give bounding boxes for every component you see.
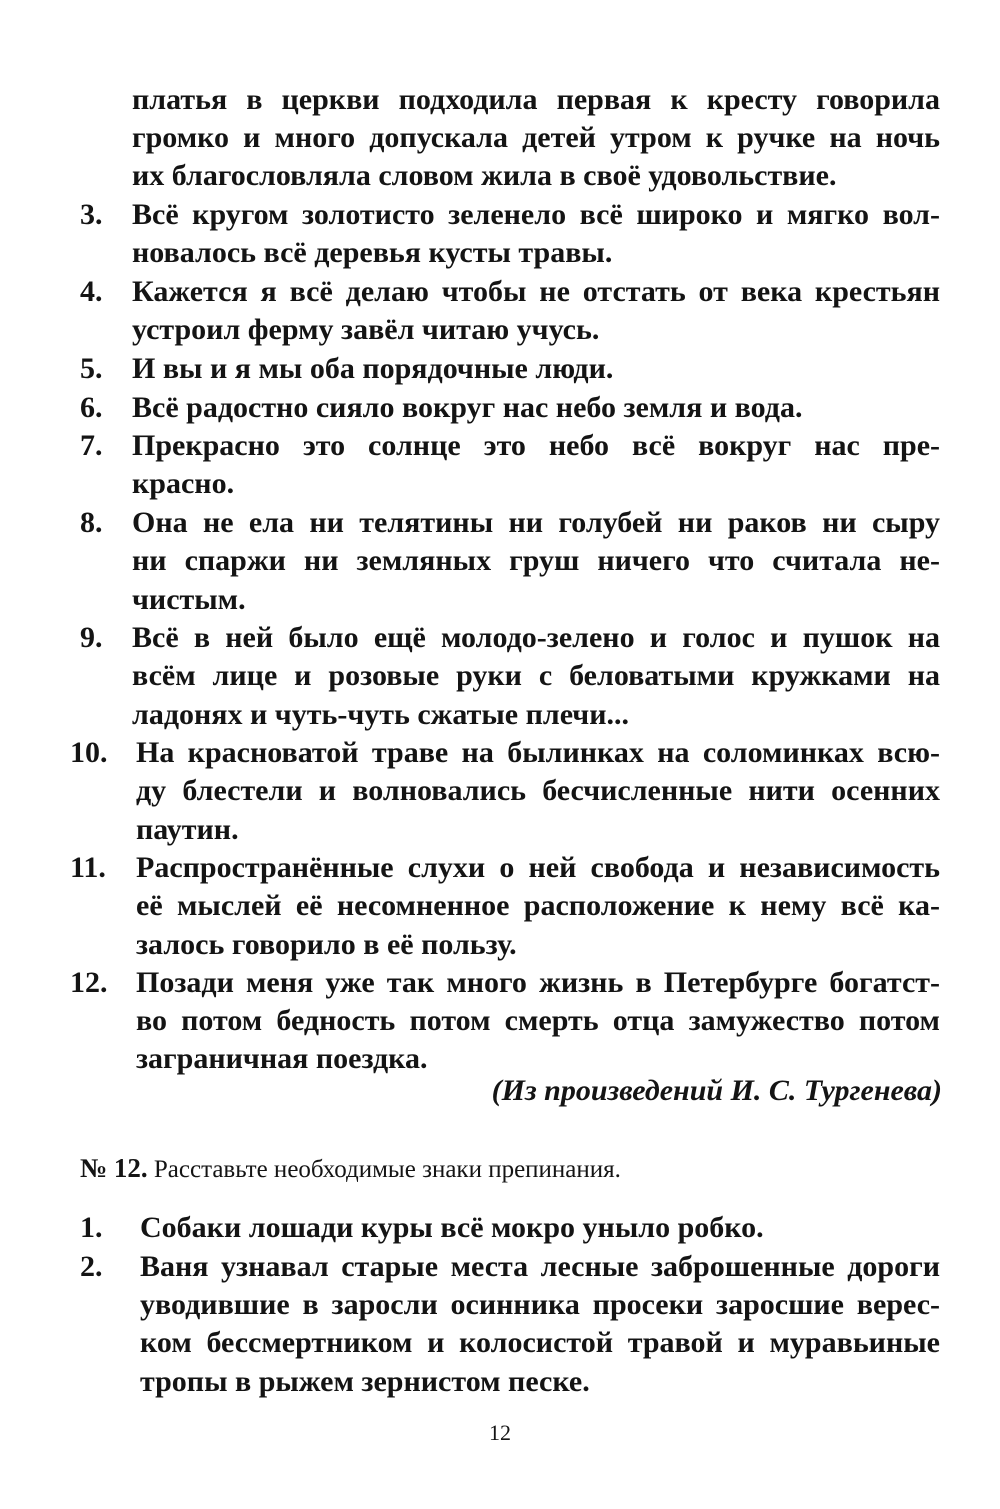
text-line: залось говорило в её пользу. bbox=[136, 928, 517, 961]
item-number: 8. bbox=[80, 506, 103, 539]
item-number: 9. bbox=[80, 621, 103, 654]
source-attribution: (Из произведений И. С. Тургенева) bbox=[491, 1074, 942, 1107]
text-line: ни спаржи ни земляных груш ничего что считала не- bbox=[132, 544, 940, 577]
task-heading bbox=[80, 1150, 621, 1188]
text-line: ладонях и чуть-чуть сжатые плечи... bbox=[132, 698, 629, 731]
text-line: чистым. bbox=[132, 583, 246, 616]
text-line: ду блестели и волновались бесчисленные нити осенних bbox=[136, 774, 940, 807]
item-number: 10. bbox=[70, 736, 108, 769]
text-line: устроил ферму завёл читаю учусь. bbox=[132, 313, 600, 346]
text-line: Ваня узнавал старые места лесные заброшенные дороги bbox=[140, 1250, 940, 1283]
text-line: новалось всё деревья кусты травы. bbox=[132, 236, 613, 269]
item-number: 5. bbox=[80, 352, 103, 385]
text-line: заграничная поездка. bbox=[136, 1042, 428, 1075]
text-line: красно. bbox=[132, 467, 235, 500]
page-number: 12 bbox=[489, 1420, 511, 1445]
text-line: Она не ела ни телятины ни голубей ни раков ни сыру bbox=[132, 506, 940, 539]
task-item-number: 1. bbox=[80, 1211, 103, 1244]
item-number: 4. bbox=[80, 275, 103, 308]
text-line: Всё в ней было ещё молодо-зелено и голос и пушок на bbox=[132, 621, 940, 654]
item-number: 3. bbox=[80, 198, 103, 231]
text-line: Всё кругом золотисто зеленело всё широко и мягко вол- bbox=[132, 198, 940, 231]
text-line: паутин. bbox=[136, 813, 239, 846]
text-line: всём лице и розовые руки с беловатыми кружками на bbox=[132, 659, 940, 692]
task-instruction: Расставьте необходимые знаки препинания. bbox=[153, 1156, 621, 1183]
text-line: платья в церкви подходила первая к кресту говорила bbox=[132, 83, 940, 116]
text-line: Позади меня уже так много жизнь в Петербурге богатст- bbox=[136, 966, 940, 999]
text-line: Собаки лошади куры всё мокро уныло робко. bbox=[140, 1211, 764, 1244]
text-line: Прекрасно это солнце это небо всё вокруг нас пре- bbox=[132, 429, 940, 462]
item-number: 6. bbox=[80, 391, 103, 424]
text-line: во потом бедность потом смерть отца замужество потом bbox=[136, 1004, 940, 1037]
task-number: № 12. bbox=[80, 1153, 148, 1183]
text-line: И вы и я мы оба порядочные люди. bbox=[132, 352, 614, 385]
item-number: 7. bbox=[80, 429, 103, 462]
text-line: ком бессмертником и колосистой травой и муравьиные bbox=[140, 1326, 940, 1359]
text-line: Всё радостно сияло вокруг нас небо земля и вода. bbox=[132, 391, 803, 424]
text-line: их благословляла словом жила в своё удовольствие. bbox=[132, 159, 837, 192]
text-line: громко и много допускала детей утром к ручке на ночь bbox=[132, 121, 940, 154]
item-number: 11. bbox=[70, 851, 106, 884]
text-line: Кажется я всё делаю чтобы не отстать от века крестьян bbox=[132, 275, 940, 308]
text-line: На красноватой траве на былинках на соломинках всю- bbox=[136, 736, 940, 769]
text-line: её мыслей её несомненное расположение к нему всё ка- bbox=[136, 889, 940, 922]
text-line: уводившие в заросли осинника просеки заросшие верес- bbox=[140, 1288, 940, 1321]
item-number: 12. bbox=[70, 966, 108, 999]
task-item-number: 2. bbox=[80, 1250, 103, 1283]
text-line: Распространённые слухи о ней свобода и независимость bbox=[136, 851, 940, 884]
text-line: тропы в рыжем зернистом песке. bbox=[140, 1365, 590, 1398]
